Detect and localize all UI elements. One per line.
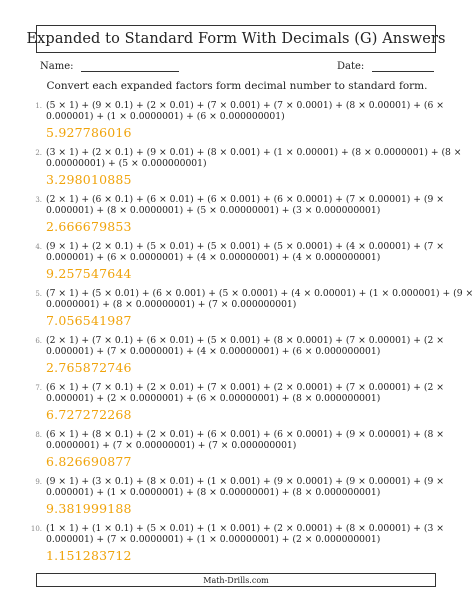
problem-expression-line-2: 0.000001) + (6 × 0.0000001) + (4 × 0.00000001) + (4 × 0.000000001) [46, 252, 381, 263]
problem-expression-line-1: (6 × 1) + (7 × 0.1) + (2 × 0.01) + (7 × 0.001) + (2 × 0.0001) + (7 × 0.00001) + (2 × [46, 382, 444, 393]
problem-answer: 2.765872746 [46, 360, 132, 375]
problem-answer: 7.056541987 [46, 313, 132, 328]
problem-number: 3. [35, 196, 42, 204]
problem-answer: 6.727272268 [46, 407, 132, 422]
problem-expression-line-1: (2 × 1) + (6 × 0.1) + (6 × 0.01) + (6 × 0.001) + (6 × 0.0001) + (7 × 0.00001) + (9 × [46, 194, 444, 205]
problem-answer: 9.257547644 [46, 266, 132, 281]
problem-answer: 9.381999188 [46, 501, 132, 516]
problem-expression-line-1: (3 × 1) + (2 × 0.1) + (9 × 0.01) + (8 × 0.001) + (1 × 0.00001) + (8 × 0.0000001) + (8 × [46, 147, 462, 158]
name-label: Name: [40, 61, 74, 72]
problem-answer: 5.927786016 [46, 125, 132, 140]
problem-expression-line-1: (5 × 1) + (9 × 0.1) + (2 × 0.01) + (7 × 0.001) + (7 × 0.0001) + (8 × 0.00001) + (6 × [46, 100, 444, 111]
problem-answer: 6.826690877 [46, 454, 132, 469]
footer-site-name: Math-Drills.com [203, 575, 269, 585]
problem-expression-line-1: (9 × 1) + (2 × 0.1) + (5 × 0.01) + (5 × 0.001) + (5 × 0.0001) + (4 × 0.00001) + (7 × [46, 241, 444, 252]
instructions: Convert each expanded factors form decimal number to standard form. [46, 80, 428, 92]
problem-number: 5. [35, 290, 42, 298]
worksheet-title [26, 25, 446, 53]
problem-expression-line-2: 0.0000001) + (7 × 0.00000001) + (7 × 0.000000001) [46, 440, 297, 451]
problem-number: 7. [35, 384, 42, 392]
problem-expression-line-2: 0.00000001) + (5 × 0.000000001) [46, 158, 207, 169]
problem-expression-line-2: 0.000001) + (1 × 0.0000001) + (8 × 0.00000001) + (8 × 0.000000001) [46, 487, 381, 498]
problem-expression-line-2: 0.000001) + (1 × 0.0000001) + (6 × 0.000000001) [46, 111, 285, 122]
problem-number: 1. [35, 102, 42, 110]
problem-answer: 1.151283712 [46, 548, 132, 563]
problem-expression-line-1: (6 × 1) + (8 × 0.1) + (2 × 0.01) + (6 × 0.001) + (6 × 0.0001) + (9 × 0.00001) + (8 × [46, 429, 444, 440]
problem-expression-line-1: (2 × 1) + (7 × 0.1) + (6 × 0.01) + (5 × 0.001) + (8 × 0.0001) + (7 × 0.00001) + (2 × [46, 335, 444, 346]
date-label: Date: [337, 61, 365, 72]
footer [36, 573, 436, 587]
problem-number: 10. [30, 525, 42, 533]
problem-expression-line-2: 0.000001) + (8 × 0.0000001) + (5 × 0.00000001) + (3 × 0.000000001) [46, 205, 381, 216]
problem-number: 4. [35, 243, 42, 251]
problem-number: 2. [35, 149, 42, 157]
name-blank-line [81, 62, 179, 72]
problem-expression-line-2: 0.0000001) + (8 × 0.00000001) + (7 × 0.000000001) [46, 299, 297, 310]
problem-number: 8. [35, 431, 42, 439]
name-field [40, 61, 179, 72]
problem-expression-line-2: 0.000001) + (7 × 0.0000001) + (4 × 0.00000001) + (6 × 0.000000001) [46, 346, 381, 357]
problem-answer: 2.666679853 [46, 219, 132, 234]
worksheet-title-text: Expanded to Standard Form With Decimals (G) Answers [26, 31, 446, 47]
problem-expression-line-2: 0.000001) + (2 × 0.0000001) + (6 × 0.00000001) + (8 × 0.000000001) [46, 393, 381, 404]
problem-expression-line-1: (1 × 1) + (1 × 0.1) + (5 × 0.01) + (1 × 0.001) + (2 × 0.0001) + (8 × 0.00001) + (3 × [46, 523, 444, 534]
problem-number: 6. [35, 337, 42, 345]
problem-answer: 3.298010885 [46, 172, 132, 187]
date-field [337, 61, 434, 72]
problem-expression-line-1: (7 × 1) + (5 × 0.01) + (6 × 0.001) + (5 × 0.0001) + (4 × 0.00001) + (1 × 0.000001) + (9 × [46, 288, 474, 299]
date-blank-line [372, 62, 434, 72]
problem-expression-line-2: 0.000001) + (7 × 0.0000001) + (1 × 0.00000001) + (2 × 0.000000001) [46, 534, 381, 545]
problem-expression-line-1: (9 × 1) + (3 × 0.1) + (8 × 0.01) + (1 × 0.001) + (9 × 0.0001) + (9 × 0.00001) + (9 × [46, 476, 444, 487]
problem-number: 9. [35, 478, 42, 486]
